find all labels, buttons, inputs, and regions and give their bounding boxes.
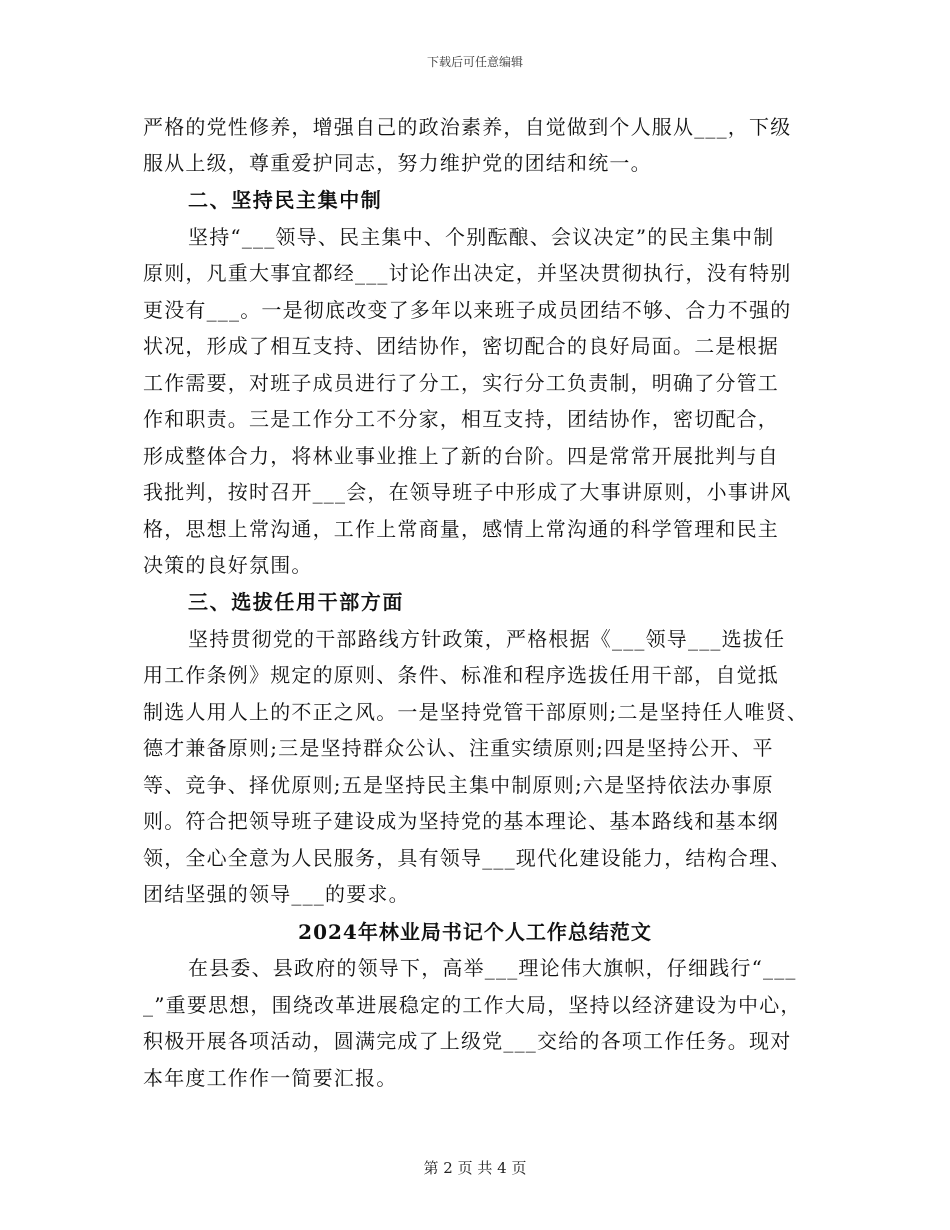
body-line: 更没有___。一是彻底改变了多年以来班子成员团结不够、合力不强的: [143, 298, 792, 322]
body-line: 作和职责。三是工作分工不分家，相互支持，团结协作，密切配合，: [143, 407, 779, 431]
body-line: 原则，凡重大事宜都经___讨论作出决定，并坚决贯彻执行，没有特别: [143, 261, 792, 285]
body-line: 决策的良好氛围。: [143, 553, 313, 577]
body-line: 等、竞争、择优原则;五是坚持民主集中制原则;六是坚持依法办事原: [143, 773, 774, 797]
body-line: 坚持贯彻党的干部路线方针政策，严格根据《___领导___选拔任: [188, 627, 786, 651]
body-line: 形成整体合力，将林业事业推上了新的台阶。四是常常开展批判与自: [143, 444, 779, 468]
body-line: 我批判，按时召开___会，在领导班子中形成了大事讲原则，小事讲风: [143, 480, 792, 504]
document-title: 2024年林业局书记个人工作总结范文: [298, 920, 652, 944]
body-line: _”重要思想，围绕改革进展稳定的工作大局，坚持以经济建设为中心，: [143, 993, 802, 1017]
body-line: 坚持“___领导、民主集中、个别酝酿、会议决定”的民主集中制: [188, 225, 775, 249]
section-heading: 三、选拔任用干部方面: [188, 590, 404, 614]
body-line: 领，全心全意为人民服务，具有领导___现代化建设能力，结构合理、: [143, 846, 792, 870]
body-line: 状况，形成了相互支持、团结协作，密切配合的良好局面。二是根据: [143, 334, 779, 358]
page-header: 下载后可任意编辑: [426, 55, 523, 69]
body-line: 严格的党性修养，增强自己的政治素养，自觉做到个人服从___，下级: [143, 115, 792, 139]
body-line: 团结坚强的领导___的要求。: [143, 882, 410, 906]
body-line: 用工作条例》规定的原则、条件、标准和程序选拔任用干部，自觉抵: [143, 663, 779, 687]
body-line: 格，思想上常沟通，工作上常商量，感情上常沟通的科学管理和民主: [143, 517, 779, 541]
body-line: 则。符合把领导班子建设成为坚持党的基本理论、基本路线和基本纲: [143, 809, 779, 833]
body-line: 在县委、县政府的领导下，高举___理论伟大旗帜，仔细践行“___: [188, 956, 797, 980]
body-line: 积极开展各项活动，圆满完成了上级党___交给的各项工作任务。现对: [143, 1029, 792, 1053]
body-line: 制选人用人上的不正之风。一是坚持党管干部原则;二是坚持任人唯贤、: [143, 700, 809, 724]
body-line: 本年度工作作一简要汇报。: [143, 1066, 398, 1090]
section-heading: 二、坚持民主集中制: [188, 188, 383, 212]
page-footer: 第 2 页 共 4 页: [423, 1159, 527, 1177]
body-line: 工作需要，对班子成员进行了分工，实行分工负责制，明确了分管工: [143, 371, 779, 395]
body-line: 服从上级，尊重爱护同志，努力维护党的团结和统一。: [143, 151, 652, 175]
body-line: 德才兼备原则;三是坚持群众公认、注重实绩原则;四是坚持公开、平: [143, 736, 774, 760]
